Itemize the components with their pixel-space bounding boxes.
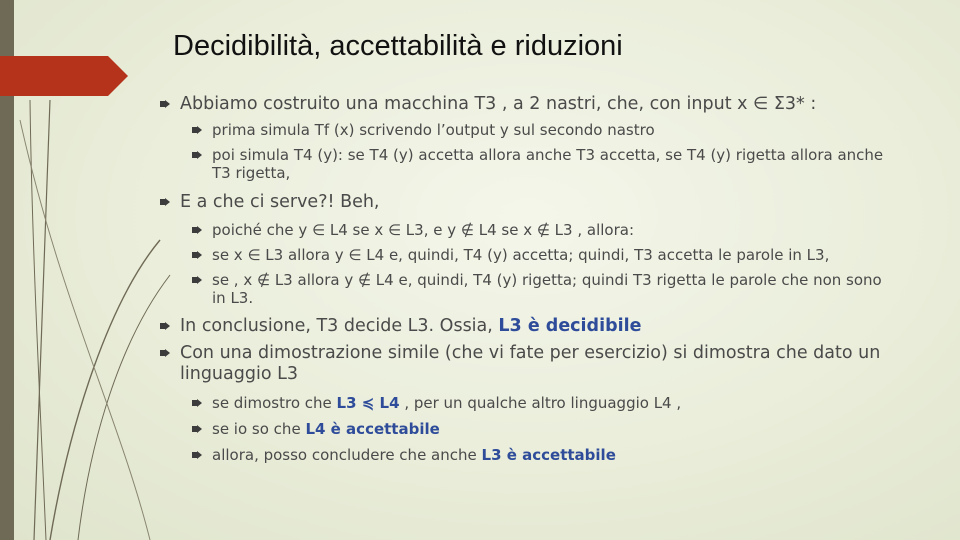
list-item bbox=[160, 271, 900, 308]
bullet-arrow-icon bbox=[160, 100, 170, 108]
list-item bbox=[160, 94, 900, 115]
bullet-arrow-icon bbox=[192, 425, 202, 433]
bullet-text: se dimostro che bbox=[212, 393, 337, 412]
list-item bbox=[160, 446, 900, 464]
slide-title: Decidibilità, accettabilità e riduzioni bbox=[173, 30, 623, 62]
list-item bbox=[160, 420, 900, 438]
bullet-arrow-icon bbox=[160, 349, 170, 357]
bullet-arrow-icon bbox=[192, 251, 202, 259]
bullet-text-after: , per un qualche altro linguaggio L4 , bbox=[399, 393, 682, 412]
bullet-highlight: L3 è accettabile bbox=[481, 446, 616, 465]
bullet-highlight: L4 è accettabile bbox=[305, 420, 440, 439]
slide-content bbox=[160, 92, 900, 465]
list-item bbox=[160, 121, 900, 139]
bullet-text: poi simula T4 (y): se T4 (y) accetta allora anche T3 accetta, se T4 (y) rigetta allora anche T3 rigetta, bbox=[212, 145, 884, 182]
list-item bbox=[160, 246, 900, 264]
bullet-arrow-icon bbox=[192, 226, 202, 234]
bullet-arrow-icon bbox=[192, 451, 202, 459]
bullet-text: se x ∈ L3 allora y ∈ L4 e, quindi, T4 (y) accetta; quindi, T3 accetta le parole in L3, bbox=[212, 245, 830, 264]
bullet-highlight: L3 è decidibile bbox=[498, 315, 642, 336]
list-item bbox=[160, 343, 900, 386]
title-arrow-icon bbox=[0, 56, 128, 96]
list-item bbox=[160, 146, 900, 183]
bullet-text: prima simula Tf (x) scrivendo l’output y sul secondo nastro bbox=[212, 121, 655, 140]
bullet-text: allora, posso concludere che anche bbox=[212, 446, 482, 465]
list-item bbox=[160, 316, 900, 337]
list-item bbox=[160, 221, 900, 239]
bullet-text: Con una dimostrazione simile (che vi fate per esercizio) si dimostra che dato un linguaggio L3 bbox=[180, 343, 881, 385]
bullet-arrow-icon bbox=[192, 151, 202, 159]
bullet-arrow-icon bbox=[192, 276, 202, 284]
bullet-text: se io so che bbox=[212, 420, 306, 439]
bullet-text: se , x ∉ L3 allora y ∉ L4 e, quindi, T4 (y) rigetta; quindi T3 rigetta le parole che non sono in L3. bbox=[212, 271, 882, 308]
bullet-highlight: L3 ≼ L4 bbox=[336, 393, 400, 412]
bullet-text: In conclusione, T3 decide L3. Ossia, bbox=[180, 315, 499, 336]
bullet-text: Abbiamo costruito una macchina T3 , a 2 nastri, che, con input x ∈ Σ3* : bbox=[180, 94, 817, 114]
bullet-arrow-icon bbox=[160, 198, 170, 206]
bullet-text: poiché che y ∈ L4 se x ∈ L3, e y ∉ L4 se x ∉ L3 , allora: bbox=[212, 220, 634, 239]
bullet-arrow-icon bbox=[192, 126, 202, 134]
bullet-text: E a che ci serve?! Beh, bbox=[180, 192, 380, 213]
bullet-arrow-icon bbox=[192, 399, 202, 407]
list-item bbox=[160, 192, 900, 213]
list-item bbox=[160, 394, 900, 412]
bullet-arrow-icon bbox=[160, 322, 170, 330]
